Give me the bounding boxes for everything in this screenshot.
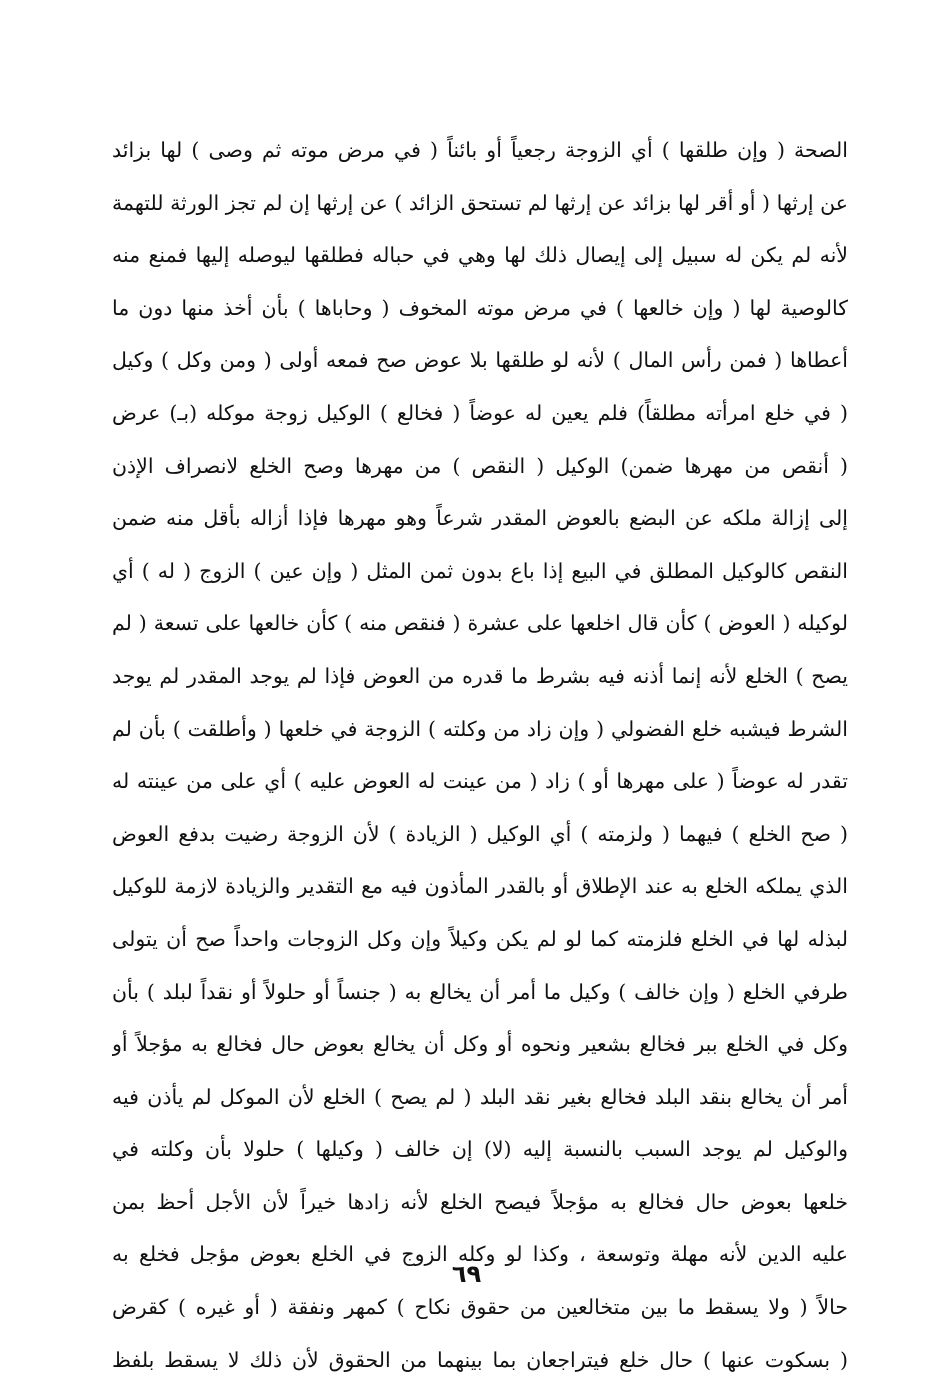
text-line: كالوصية لها ( وإن خالعها ) في مرض موته المخوف ( وحاباها ) بأن أخذ منها دون ما xyxy=(112,295,848,320)
text-line: ( في خلع امرأته مطلقاً) فلم يعين له عوضاً ( فخالع ) الوكيل زوجة موكله (بـ) عرض xyxy=(112,400,848,425)
text-line: يصح ) الخلع لأنه إنما أذنه فيه بشرط ما قدره من العوض فإذا لم يوجد المقدر لم يوجد xyxy=(112,663,848,688)
text-line: لوكيله ( العوض ) كأن قال اخلعها على عشرة ( فنقص منه ) كأن خالعها على تسعة ( لم xyxy=(112,611,848,636)
text-line: وكل في الخلع ببر فخالع بشعير ونحوه أو وكل أن يخالع بعوض حال فخالع به مؤجلاً أو xyxy=(112,1032,848,1057)
text-line: ( صح الخلع ) فيهما ( ولزمته ) أي الوكيل ( الزيادة ) لأن الزوجة رضيت بدفع العوض xyxy=(112,821,848,846)
text-line: ( بسكوت عنها ) حال خلع فيتراجعان بما بينهما من الحقوق لأن ذلك لا يسقط بلفظ xyxy=(112,1347,848,1372)
text-line: الشرط فيشبه خلع الفضولي ( وإن زاد من وكلته ) الزوجة في خلعها ( وأطلقت ) بأن لم xyxy=(112,716,848,741)
text-line: الذي يملكه الخلع به عند الإطلاق أو بالقدر المأذون فيه مع التقدير والزيادة لازمة للوكيل xyxy=(112,874,848,899)
text-line: إلى إزالة ملكه عن البضع بالعوض المقدر شرعاً وهو مهرها فإذا أزاله بأقل منه ضمن xyxy=(112,506,848,531)
text-line: طرفي الخلع ( وإن خالف ) وكيل ما أمر أن يخالع به ( جنساً أو حلولاً أو نقداً لبلد ) بأن xyxy=(112,979,848,1004)
text-line: الصحة ( وإن طلقها ) أي الزوجة رجعياً أو بائناً ( في مرض موته ثم وصى ) لها بزائد xyxy=(112,138,848,162)
text-line: ( أنقص من مهرها ضمن) الوكيل ( النقص ) من مهرها وصح الخلع لانصراف الإذن xyxy=(112,453,848,478)
page-number: ٦٩ xyxy=(451,1260,482,1288)
text-line: عليه الدين لأنه مهلة وتوسعة ، وكذا لو وكله الزوج في الخلع بعوض مؤجل فخلع به xyxy=(112,1242,848,1267)
text-line: أعطاها ( فمن رأس المال ) لأنه لو طلقها بلا عوض صح فمعه أولى ( ومن وكل ) وكيل xyxy=(112,348,848,373)
text-line: النقص كالوكيل المطلق في البيع إذا باع بدون ثمن المثل ( وإن عين ) الزوج ( له ) أي xyxy=(112,558,848,583)
text-line: والوكيل لم يوجد السبب بالنسبة إليه (لا) إن خالف ( وكيلها ) حلولا بأن وكلته في xyxy=(112,1137,848,1162)
text-line: عن إرثها ( أو أقر لها بزائد عن إرثها لم تستحق الزائد ) عن إرثها إن لم تجز الورثة للتهمة xyxy=(112,190,848,215)
text-line: أمر أن يخالع بنقد البلد فخالع بغير نقد البلد ( لم يصح ) الخلع لأن الموكل لم يأذن فيه xyxy=(112,1084,848,1109)
text-line: لأنه لم يكن له سبيل إلى إيصال ذلك لها وهي في حباله فطلقها ليوصله إليها فمنع منه xyxy=(112,243,848,268)
text-line: حالاً ( ولا يسقط ما بين متخالعين من حقوق نكاح ) كمهر ونفقة ( أو غيره ) كقرض xyxy=(112,1295,848,1320)
text-line: خلعها بعوض حال فخالع به مؤجلاً فيصح الخلع لأنه زادها خيراً لأن الأجل أحظ بمن xyxy=(112,1189,848,1214)
text-line: لبذله لها في الخلع فلزمته كما لو لم يكن وكيلاً وإن وكل الزوجات واحداً صح أن يتولى xyxy=(112,926,848,951)
text-line: تقدر له عوضاً ( على مهرها أو ) زاد ( من عينت له العوض عليه ) أي على من عينته له xyxy=(112,769,848,794)
body-text xyxy=(112,124,848,1386)
